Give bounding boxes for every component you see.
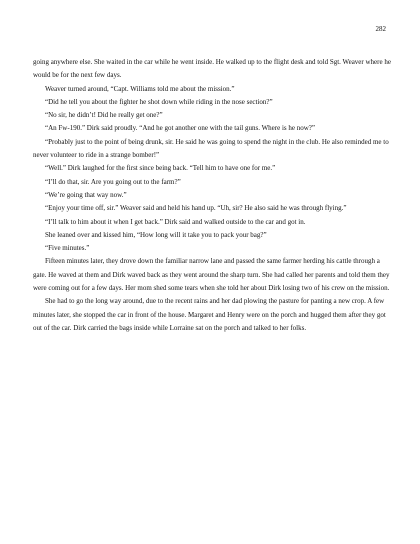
paragraph: “No sir, he didn’t! Did he really get one?” bbox=[45, 111, 163, 120]
paragraph: Weaver turned around, “Capt. Williams told me about the mission.” bbox=[45, 84, 235, 93]
paragraph: Fifteen minutes later, they drove down the familiar narrow lane and passed the same farmer herding his cattle through a gate. He waved at them and Dirk waved back as they went around the sharp turn. She had called her parents and told them they were coming out for a few days. Her mom shed some tears when she told her about Dirk losing two of his crew on the mission. bbox=[33, 257, 390, 293]
paragraph: “Enjoy your time off, sir.” Weaver said and held his hand up. “Uh, sir? He also said he was through flying.” bbox=[45, 204, 347, 213]
paragraph: “Probably just to the point of being drunk, sir. He said he was going to spend the night in the club. He also reminded me to never volunteer to ride in a strange bomber!” bbox=[33, 137, 389, 160]
paragraph: “Well.” Dirk laughed for the first since being back. “Tell him to have one for me.” bbox=[45, 164, 276, 173]
paragraph: “We’re going that way now.” bbox=[45, 190, 127, 199]
paragraph: “Five minutes.” bbox=[45, 244, 90, 253]
body-text bbox=[33, 56, 393, 335]
paragraph: “I’ll talk to him about it when I get back.” Dirk said and walked outside to the car and got in. bbox=[45, 217, 306, 226]
page-number: 282 bbox=[375, 25, 386, 33]
paragraph: She had to go the long way around, due to the recent rains and her dad plowing the pasture for panting a new crop. A few minutes later, she stopped the car in front of the house. Margaret and Henry were on the porch and hugged them after they got out of the car. Dirk carried the bags inside while Lorraine sat on the porch and talked to her folks. bbox=[33, 297, 386, 332]
paragraph: “I’ll do that, sir. Are you going out to the farm?” bbox=[45, 177, 181, 186]
paragraph: going anywhere else. She waited in the car while he went inside. He walked up to the flight desk and told Sgt. Weaver where he would be for the next few days. bbox=[33, 58, 391, 80]
paragraph: She leaned over and kissed him, “How long will it take you to pack your bag?” bbox=[45, 230, 267, 239]
paragraph: “An Fw-190.” Dirk said proudly. “And he got another one with the tail guns. Where is he now?” bbox=[45, 124, 316, 133]
paragraph: “Did he tell you about the fighter he shot down while riding in the nose section?” bbox=[45, 97, 273, 106]
